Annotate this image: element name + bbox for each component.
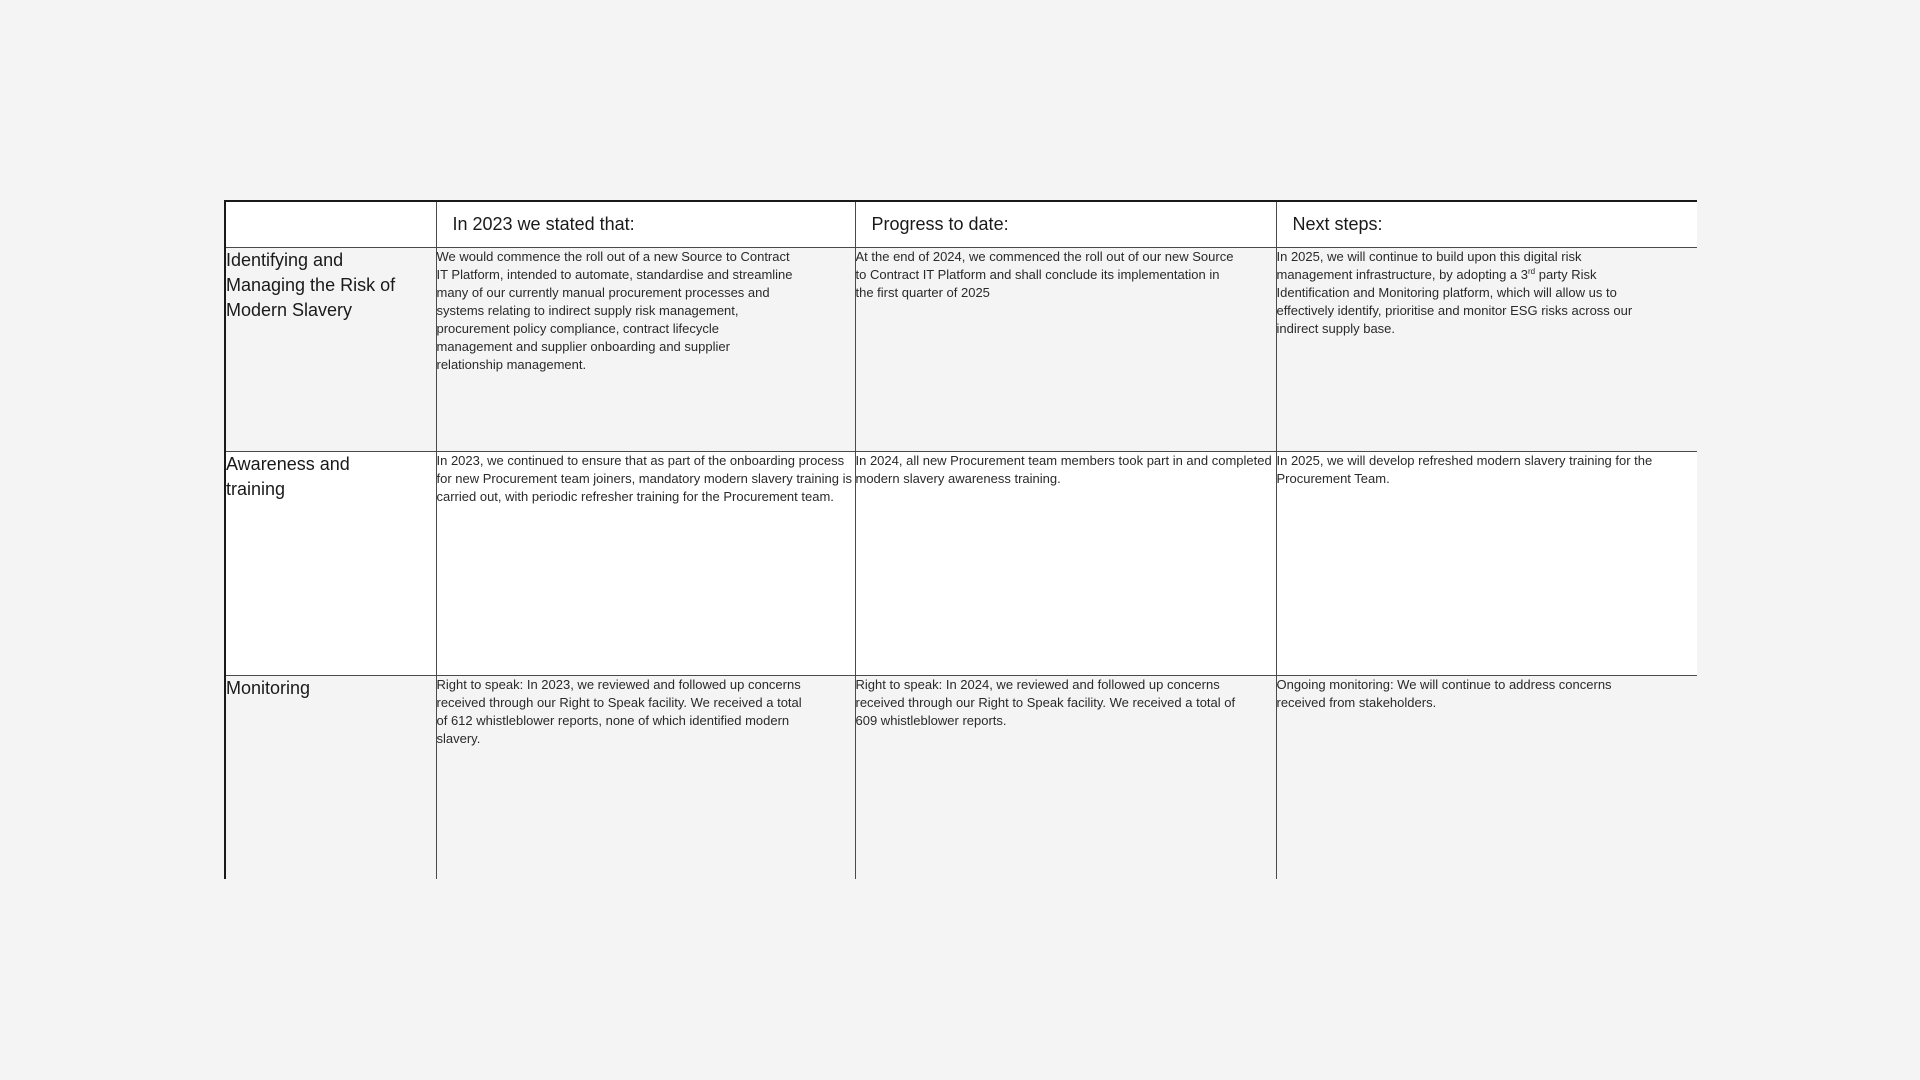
row-progress — [855, 675, 1276, 879]
table-row — [226, 675, 1697, 879]
table-row — [226, 451, 1697, 675]
next-steps-text: Ongoing monitoring: We will continue to address concerns received from stakeholders. — [1276, 676, 1612, 710]
next-steps-text — [1277, 248, 1658, 338]
progress-text: At the end of 2024, we commenced the roll out of our new Source to Contract IT Platform and shall conclude its implementation in the first quarter of 2025 — [855, 248, 1234, 300]
table-row — [226, 247, 1697, 451]
header-topic — [226, 202, 436, 247]
next-steps-text: In 2025, we will develop refreshed modern slavery training for the Procurement Team. — [1276, 452, 1653, 486]
row-next-steps — [1276, 451, 1697, 675]
row-stated — [436, 451, 855, 675]
row-next-steps — [1276, 247, 1697, 451]
row-topic: Awareness and training — [226, 451, 436, 675]
ordinal-suffix: rd — [1527, 266, 1536, 276]
stated-text: We would commence the roll out of a new Source to Contract IT Platform, intended to automate, standardise and streamline many of our currently manual procurement processes and systems relating to indirect supply risk management, procurement policy compliance, contract lifecycle management and supplier onboarding and supplier relationship management. — [436, 248, 793, 372]
row-progress — [855, 247, 1276, 451]
row-progress — [855, 451, 1276, 675]
progress-table — [226, 202, 1697, 879]
header-progress: Progress to date: — [855, 202, 1276, 247]
stated-text: Right to speak: In 2023, we reviewed and followed up concerns received through our Right to Speak facility. We received a total of 612 whistleblower reports, none of which identified modern slavery. — [436, 676, 802, 746]
modern-slavery-progress-table — [224, 200, 1697, 879]
row-next-steps — [1276, 675, 1697, 879]
row-topic: Monitoring — [226, 675, 436, 879]
progress-text: Right to speak: In 2024, we reviewed and followed up concerns received through our Right to Speak facility. We received a total of 609 whistleblower reports. — [855, 676, 1236, 728]
next-steps-text-part2: party Risk Identification and Monitoring platform, which will allow us to effectively identify, prioritise and monitor ESG risks across our indirect supply base. — [1276, 266, 1633, 336]
row-stated — [436, 247, 855, 451]
header-stated: In 2023 we stated that: — [436, 202, 855, 247]
stated-text: In 2023, we continued to ensure that as part of the onboarding process for new Procurement team joiners, mandatory modern slavery training is carried out, with periodic refresher training for the Procurement team. — [436, 452, 852, 504]
header-next-steps: Next steps: — [1276, 202, 1697, 247]
next-steps-text-part1: In 2025, we will continue to build upon this digital risk management infrastructure, by adopting a 3 — [1276, 248, 1582, 282]
row-stated — [436, 675, 855, 879]
table-header-row — [226, 202, 1697, 247]
row-topic: Identifying and Managing the Risk of Modern Slavery — [226, 247, 436, 451]
progress-text: In 2024, all new Procurement team members took part in and completed modern slavery awareness training. — [855, 452, 1272, 486]
